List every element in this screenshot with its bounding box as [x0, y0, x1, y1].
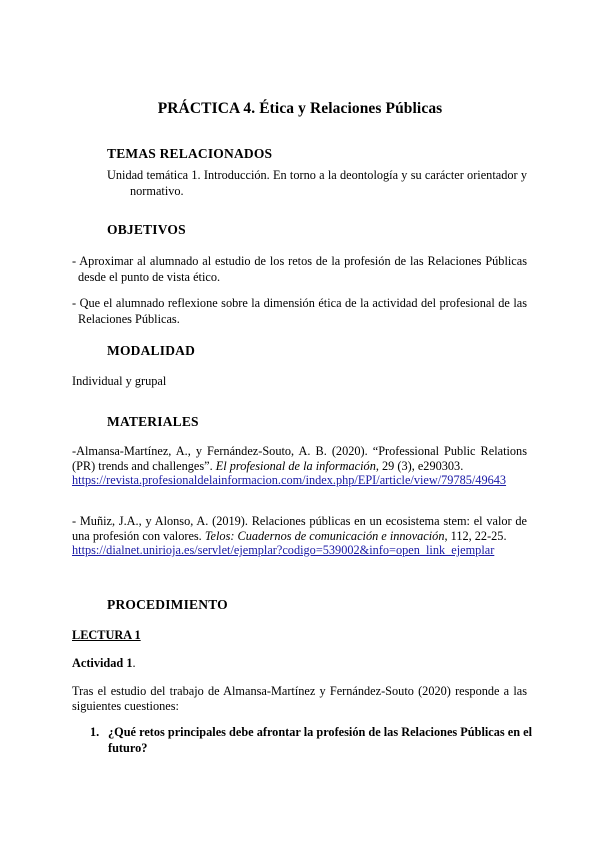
question-1-line1: ¿Qué retos principales debe afrontar la profesión de las Relaciones Públicas en el	[108, 725, 533, 739]
lectura-heading: LECTURA 1	[72, 628, 141, 642]
reference-1-text: (PR) trends and challenges”.	[72, 459, 216, 473]
procedimiento-intro-line2: siguientes cuestiones:	[72, 699, 179, 713]
objetivo-1-line2: desde el punto de vista ético.	[78, 270, 221, 284]
reference-1-link[interactable]: https://revista.profesionaldelainformacion.com/index.php/EPI/article/view/79785/49643	[72, 473, 507, 487]
temas-text-line2: normativo.	[130, 184, 184, 198]
reference-2-text: una profesión con valores.	[72, 529, 205, 543]
procedimiento-heading: PROCEDIMIENTO	[107, 597, 228, 612]
reference-1-volume: , 29 (3), e290303.	[375, 459, 464, 473]
actividad-label: Actividad 1	[72, 656, 133, 670]
reference-1-line2	[72, 458, 463, 474]
actividad-dot: .	[132, 656, 136, 670]
objetivos-heading: OBJETIVOS	[107, 222, 186, 237]
temas-heading: TEMAS RELACIONADOS	[107, 146, 273, 161]
question-1-number: 1.	[90, 725, 100, 739]
temas-text-line1: Unidad temática 1. Introducción. En torno a la deontología y su carácter orientador y	[107, 168, 527, 182]
actividad-heading	[72, 655, 136, 671]
procedimiento-intro-line1: Tras el estudio del trabajo de Almansa-Martínez y Fernández-Souto (2020) responde a las	[72, 684, 527, 698]
materiales-heading: MATERIALES	[107, 414, 199, 429]
reference-2-line1: - Muñiz, J.A., y Alonso, A. (2019). Relaciones públicas en un ecosistema stem: el valor de	[72, 514, 527, 528]
reference-1-line1: -Almansa-Martínez, A., y Fernández-Souto, A. B. (2020). “Professional Public Relations	[72, 444, 527, 458]
objetivo-1-line1: - Aproximar al alumnado al estudio de los retos de la profesión de las Relaciones Públicas	[72, 254, 527, 268]
modalidad-heading: MODALIDAD	[107, 343, 196, 358]
objetivo-2-line1: - Que el alumnado reflexione sobre la dimensión ética de la actividad del profesional de las	[72, 296, 527, 310]
reference-2-volume: , 112, 22-25.	[444, 529, 507, 543]
reference-2-link[interactable]: https://dialnet.unirioja.es/servlet/ejemplar?codigo=539002&info=open_link_ejemplar	[72, 543, 495, 557]
reference-1-journal: El profesional de la información	[215, 459, 376, 473]
question-1-line2: futuro?	[108, 741, 148, 755]
modalidad-text: Individual y grupal	[72, 374, 167, 388]
objetivo-2-line2: Relaciones Públicas.	[78, 312, 180, 326]
reference-2-line2	[72, 528, 507, 544]
page-title: PRÁCTICA 4. Ética y Relaciones Públicas	[157, 100, 443, 117]
reference-2-journal: Telos: Cuadernos de comunicación e innovación	[204, 529, 445, 543]
